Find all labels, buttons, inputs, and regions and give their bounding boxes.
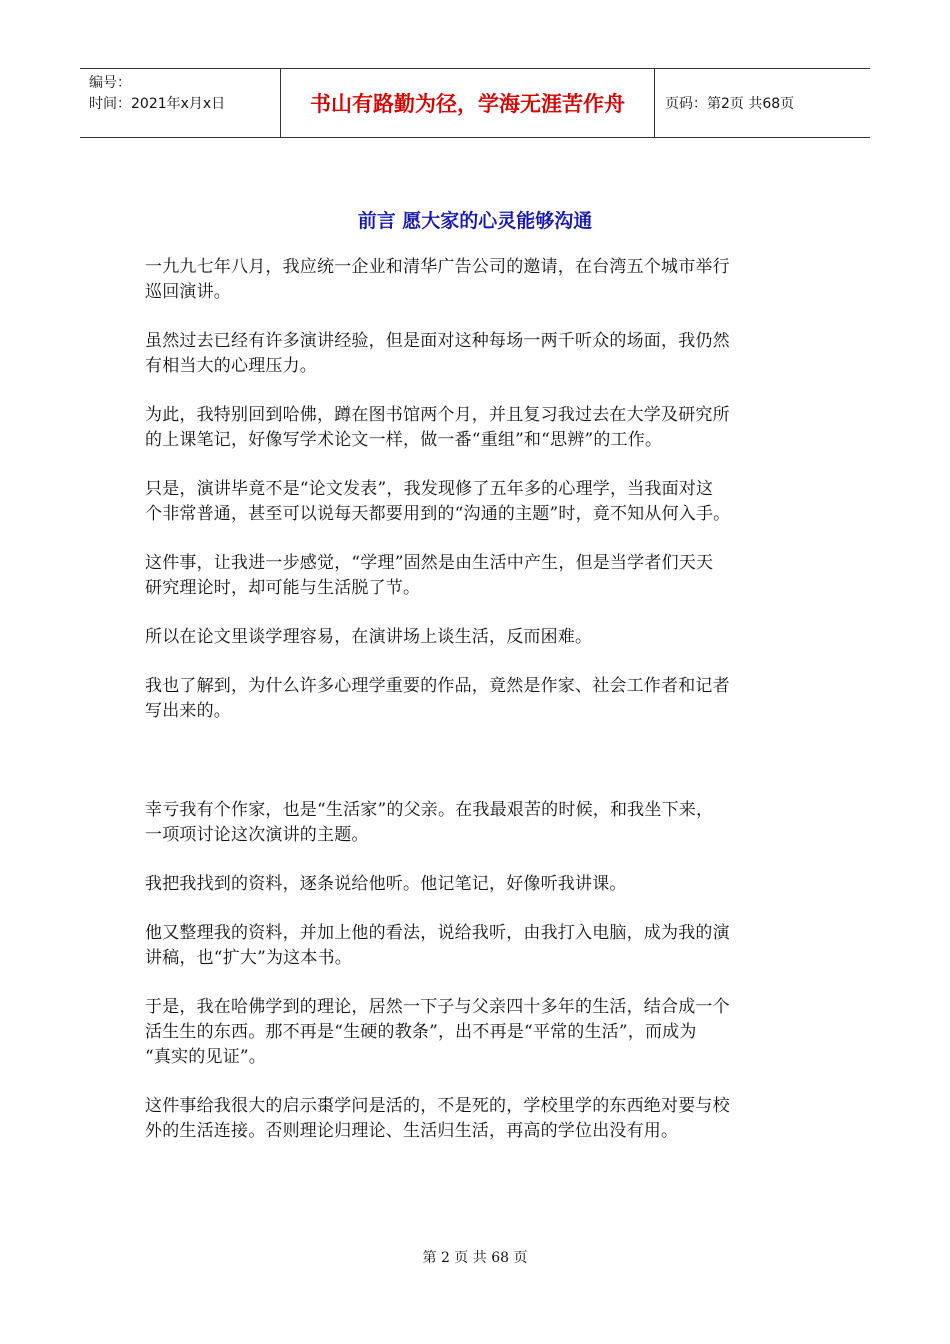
- header-page-info: 页码：第2页 共68页: [665, 96, 795, 112]
- paragraph-line: 幸亏我有个作家，也是“生活家”的父亲。在我最艰苦的时候，和我坐下来，: [145, 800, 714, 820]
- paragraph-line: 巡回演讲。: [145, 282, 231, 302]
- document-number-label: 编号：: [89, 75, 131, 91]
- paragraph-line: 写出来的。: [145, 701, 231, 721]
- paragraph-line: 我把我找到的资料，逐条说给他听。他记笔记，好像听我讲课。: [145, 874, 627, 894]
- page-footer: 第 2 页 共 68 页: [422, 1250, 528, 1266]
- paragraph-line: 这件事给我很大的启示棗学问是活的，不是死的，学校里学的东西绝对要与校: [145, 1096, 730, 1116]
- paragraph-line: 这件事，让我进一步感觉，“学理”固然是由生活中产生，但是当学者们天天: [145, 553, 714, 573]
- header-meta: [80, 69, 281, 137]
- paragraph-line: 研究理论时，却可能与生活脱了节。: [145, 578, 421, 598]
- paragraph-line: 个非常普通，甚至可以说每天都要用到的“沟通的主题”时，竟不知从何入手。: [145, 504, 731, 524]
- paragraph-line: 活生生的东西。那不再是“生硬的教条”，出不再是“平常的生活”，而成为: [145, 1022, 697, 1042]
- paragraph-line: 他又整理我的资料，并加上他的看法，说给我听，由我打入电脑，成为我的演: [145, 923, 730, 943]
- paragraph-line: 所以在论文里谈学理容易，在演讲场上谈生活，反而困难。: [145, 627, 593, 647]
- document-date-label: 时间：2021年x月x日: [89, 96, 226, 112]
- paragraph-line: 的上课笔记，好像写学术论文一样，做一番“重组”和“思辨”的工作。: [145, 430, 663, 450]
- paragraph-line: 有相当大的心理压力。: [145, 356, 317, 376]
- body-text: [145, 255, 815, 1144]
- page-header: [80, 68, 870, 138]
- paragraph-line: 讲稿，也“扩大”为这本书。: [145, 948, 352, 968]
- paragraph-line: 虽然过去已经有许多演讲经验，但是面对这种每场一两千听众的场面，我仍然: [145, 331, 730, 351]
- section-title: 前言 愿大家的心灵能够沟通: [357, 210, 593, 232]
- paragraph-line: 为此，我特别回到哈佛，蹲在图书馆两个月，并且复习我过去在大学及研究所: [145, 405, 730, 425]
- paragraph-line: 于是，我在哈佛学到的理论，居然一下子与父亲四十多年的生活，结合成一个: [145, 997, 730, 1017]
- paragraph-line: “真实的见证”。: [145, 1047, 266, 1067]
- paragraph-line: 我也了解到，为什么许多心理学重要的作品，竟然是作家、社会工作者和记者: [145, 676, 730, 696]
- paragraph-line: 外的生活连接。否则理论归理论、生活归生活，再高的学位出没有用。: [145, 1121, 679, 1141]
- paragraph-line: 只是，演讲毕竟不是“论文发表”，我发现修了五年多的心理学，当我面对这: [145, 479, 714, 499]
- header-motto: 书山有路勤为径，学海无涯苦作舟: [281, 69, 655, 137]
- paragraph-line: 一九九七年八月，我应统一企业和清华广告公司的邀请，在台湾五个城市举行: [145, 257, 730, 277]
- paragraph-line: 一项项讨论这次演讲的主题。: [145, 825, 369, 845]
